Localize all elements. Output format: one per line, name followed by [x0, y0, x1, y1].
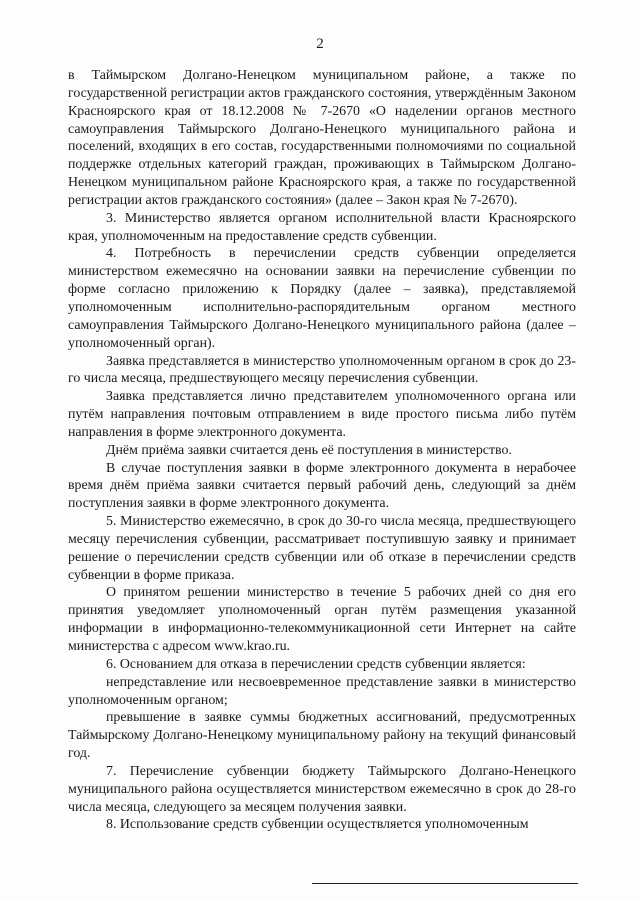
paragraph-item-3: 3. Министерство является органом исполнительной власти Красноярского края, уполномоченным на предоставление средств субвенции.: [68, 210, 576, 244]
paragraph-continuation: в Таймырском Долгано-Ненецком муниципальном районе, а также по государственной регистрации актов гражданского состояния, утверждённым Законом Красноярского края от 18.12.2008 № 7-2670 «О наделении органов местного самоуправления Таймырского Долгано-Ненецкого муниципального района и поселений, входящих в его состав, государственными полномочиями по социальной поддержке отдельных категорий граждан, проживающих в Таймырском Долгано-Ненецком муниципальном районе Красноярского края, а также по государственной регистрации актов гражданского состояния» (далее – Закон края № 7-2670).: [68, 68, 576, 208]
paragraph-application-delivery: Заявка представляется лично представителем уполномоченного органа или путём направления почтовым отправлением в виде простого письма либо путём направления в форме электронного документа.: [68, 389, 576, 440]
paragraph-notification: О принятом решении министерство в течение 5 рабочих дней со дня его принятия уведомляет уполномоченный орган путём размещения указанной информации в информационно-телекоммуникационной сети Интернет на сайте министерства с адресом www.krao.ru.: [68, 585, 576, 654]
paragraph-item-4: 4. Потребность в перечислении средств субвенции определяется министерством ежемесячно на основании заявки на перечисление субвенции по форме согласно приложению к Порядку (далее – заявка), представляемой уполномоченным исполнительно-распорядительным органом местного самоуправления Таймырского Долгано-Ненецкого муниципального района (далее – уполномоченный орган).: [68, 246, 576, 351]
footer-rule: [312, 883, 578, 884]
document-body: [68, 67, 576, 834]
paragraph-item-5: 5. Министерство ежемесячно, в срок до 30-го числа месяца, предшествующего месяцу перечисления субвенции, рассматривает поступившую заявку и принимает решение о перечислении средств субвенции или об отказе в перечислении средств субвенции в форме приказа.: [68, 514, 576, 583]
page-number: 2: [316, 36, 324, 52]
paragraph-item-6: 6. Основанием для отказа в перечислении средств субвенции является:: [106, 656, 526, 672]
paragraph-item-8: 8. Использование средств субвенции осуществляется уполномоченным: [106, 817, 529, 833]
paragraph-application-deadline: Заявка представляется в министерство уполномоченным органом в срок до 23-го числа месяца, предшествующего месяцу перечисления субвенции.: [68, 353, 576, 387]
paragraph-refusal-reason-2: превышение в заявке суммы бюджетных ассигнований, предусмотренных Таймырскому Долгано-Ненецкому муниципальному району на текущий финансовый год.: [68, 710, 576, 762]
paragraph-electronic-receipt: В случае поступления заявки в форме электронного документа в нерабочее время днём приёма заявки считается первый рабочий день, следующий за днём поступления заявки в форме электронного документа.: [68, 460, 576, 512]
paragraph-item-7: 7. Перечисление субвенции бюджету Таймырского Долгано-Ненецкого муниципального района осуществляется министерством ежемесячно в срок до 28-го числа месяца, следующего за месяцем получения заявки.: [68, 763, 576, 815]
paragraph-refusal-reason-1: непредставление или несвоевременное представление заявки в министерство уполномоченным органом;: [68, 674, 576, 708]
paragraph-receipt-day: Днём приёма заявки считается день её поступления в министерство.: [106, 442, 512, 458]
